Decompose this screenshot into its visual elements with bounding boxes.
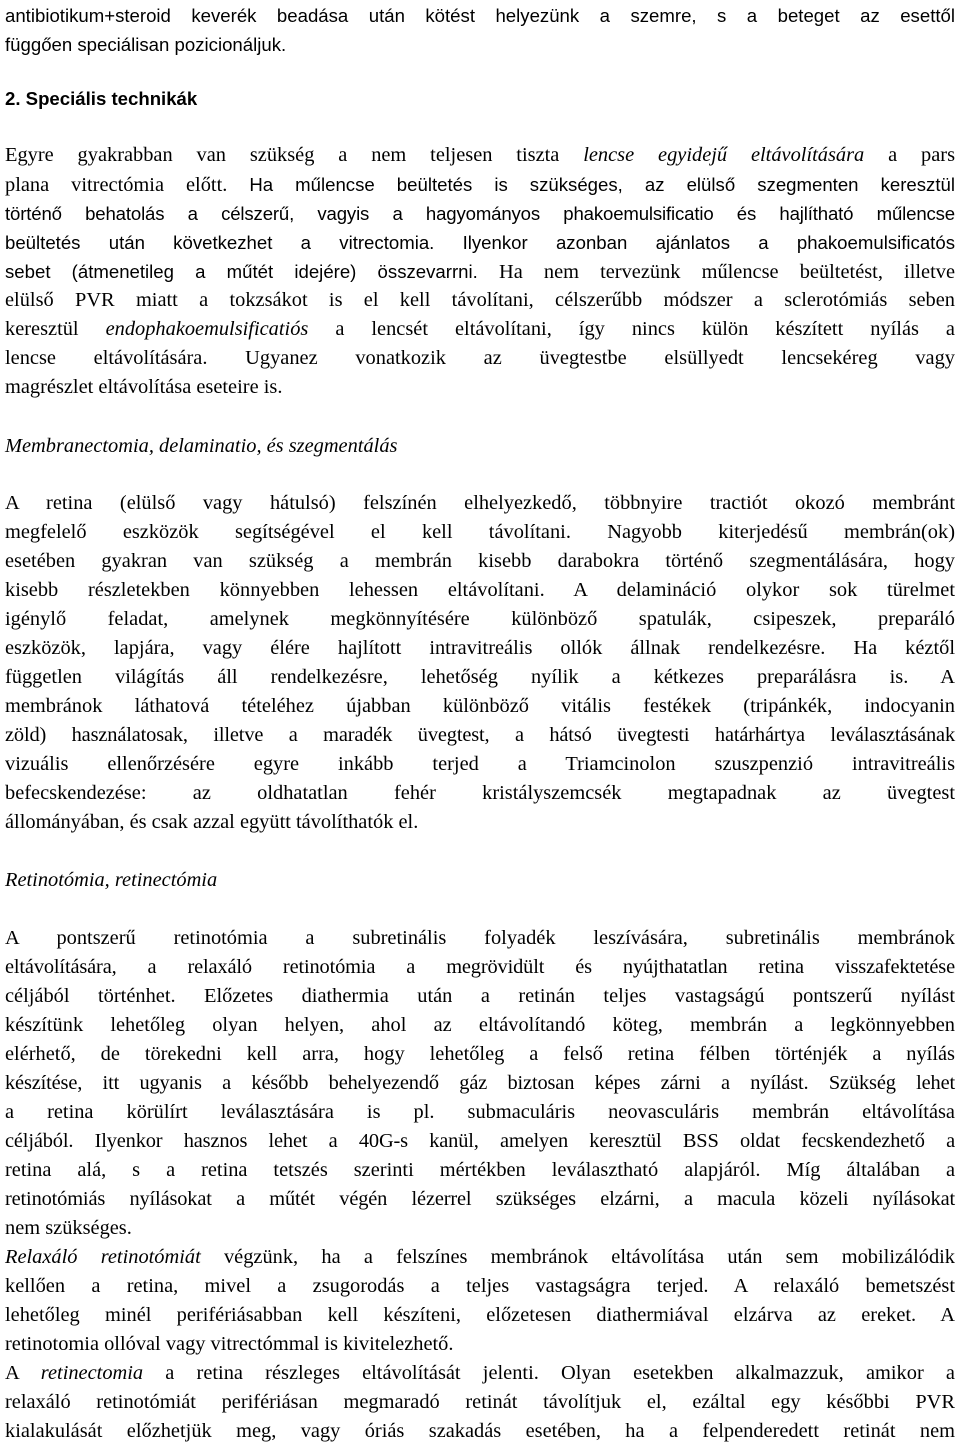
text-line: elérhető, de törekedni kell arra, hogy lehetőleg a felső retina félben történjék a nyílás [5, 1043, 955, 1065]
text-line: készítünk lehetőleg olyan helyen, ahol az eltávolítandó köteg, membrán a legkönnyebben [5, 1014, 955, 1036]
emphasis-text: retinectomia [40, 1362, 144, 1384]
text-line: nem szükséges. [5, 1217, 132, 1239]
text-line: lehetőleg minél perifériásabban kell készíteni, előzetesen diathermiával elzárva az ereket. A [5, 1304, 955, 1326]
text-line: függően speciálisan pozicionáljuk. [5, 34, 287, 55]
text-line: magrészlet eltávolítása eseteire is. [5, 376, 283, 398]
text-segment: a pars [864, 144, 956, 166]
text-line: lencse eltávolítására. Ugyanez vonatkozik az üvegtestbe elsüllyedt lencsekéreg vagy [5, 347, 955, 369]
text-segment: keresztül [5, 318, 106, 340]
section-heading [5, 432, 955, 461]
text-line: megfelelő eszközök segítségével el kell távolítani. Nagyobb kiterjedésű membrán(ok) [5, 521, 955, 543]
text-line: vizuális ellenőrzésére egyre inkább terjed a Triamcinolon szuszpenzió intravitreális [5, 753, 955, 775]
text-line [5, 1359, 955, 1388]
text-line [5, 257, 955, 286]
section-title: Membranectomia, delaminatio, és szegmentálás [5, 435, 398, 457]
section-heading [5, 866, 955, 895]
text-segment: a lencsét eltávolítani, így nincs külön készített nyílás a [308, 318, 955, 340]
text-line: elülső PVR miatt a tokzsákot is el kell távolítani, célszerűbb módszer a sclerotómiás seben [5, 289, 955, 311]
text-line: A retina (elülső vagy hátulsó) felszínén elhelyezkedő, többnyire tractiót okozó membránt [5, 492, 955, 514]
text-line: membránok láthatová tételéhez újabban különböző vitális festékek (tripánkék, indocyanin [5, 695, 955, 717]
text-line: esetében gyakran van szükség a membrán kisebb darabokra történő szegmentálására, hogy [5, 550, 955, 572]
text-line: befecskendezése: az oldhatatlan fehér kristályszemcsék megtapadnak az üvegtest [5, 782, 955, 804]
text-line: eszközök, lapjára, vagy élére hajlított intravitreális ollók állnak rendelkezésre. Ha kéztől [5, 637, 955, 659]
text-line: retinotómiás nyílásokat a műtét végén lézerrel szükséges elzárni, a macula közeli nyílásokat [5, 1188, 955, 1210]
text-line: A pontszerű retinotómia a subretinális folyadék leszívására, subretinális membránok [5, 927, 955, 949]
lens-paragraph [5, 141, 955, 402]
text-line: retina alá, s a retina tetszés szerinti mértékben leválasztható alapjáról. Míg általában a [5, 1159, 955, 1181]
text-line: beültetés után következhet a vitrectomia. Ilyenkor azonban ajánlatos a phakoemulsificatós [5, 232, 955, 253]
text-line: céljából történhet. Előzetes diathermia után a retinán teljes vastagságú pontszerű nyílást [5, 985, 955, 1007]
text-line: igénylő feladat, amelynek megkönnyítésére különböző spatulák, csipeszek, preparáló [5, 608, 955, 630]
text-line: független világítás áll rendelkezésre, lehetőség nyílik a kétkezes preparálásra is. A [5, 666, 955, 688]
text-line: történő behatolás a célszerű, vagyis a hagyományos phakoemulsificatio és hajlítható műlencse [5, 203, 955, 224]
emphasis-text: endophakoemulsificatiós [105, 318, 309, 340]
section-title: Retinotómia, retinectómia [5, 869, 218, 891]
text-segment: Ha műlencse beültetés is szükséges, az elülső szegmenten keresztül [249, 174, 955, 195]
text-line: relaxáló retinotómiát perifériásan megmaradó retinát távolítjuk el, ezáltal egy későbbi PVR [5, 1391, 955, 1413]
text-line: kellően a retina, mivel a zsugorodás a teljes vastagságra terjed. A relaxáló bemetszést [5, 1275, 955, 1297]
text-line [5, 315, 955, 344]
text-line [5, 141, 955, 170]
emphasis-text: lencse egyidejű eltávolítására [583, 144, 865, 166]
text-line [5, 170, 955, 199]
text-line: kisebb részletekben könnyebben lehessen eltávolítani. A delamináció olykor sok türelmet [5, 579, 955, 601]
text-line: antibiotikum+steroid keverék beadása után kötést helyezünk a szemre, s a beteget az esettől [5, 5, 955, 26]
text-segment: sebet (átmenetileg a műtét idejére) összevarrni. [5, 261, 499, 282]
text-segment: Egyre gyakrabban van szükség a nem teljesen tiszta [5, 144, 584, 166]
text-line: retinotomia ollóval vagy vitrectómmal is kivitelezhető. [5, 1333, 454, 1355]
text-line: kialakulását előzhetjük meg, vagy óriás szakadás esetében, ha a felpenderedett retinát nem [5, 1420, 955, 1442]
text-line: állományában, és csak azzal együtt távolíthatók el. [5, 811, 419, 833]
text-segment: a retina részleges eltávolítását jelenti. Olyan esetekben alkalmazzuk, amikor a [143, 1362, 955, 1384]
text-line: a retina körülírt leválasztására is pl. submaculáris neovasculáris membrán eltávolítása [5, 1101, 955, 1123]
text-segment: plana vitrectómia előtt. [5, 174, 250, 196]
text-line [5, 1243, 955, 1272]
text-line: zöld) használatosak, illetve a maradék üvegtest, a hátsó üvegtesti határhártya leválasztásának [5, 724, 955, 746]
membrane-paragraph [5, 489, 955, 837]
text-segment: A [5, 1362, 41, 1384]
text-segment: végzünk, ha a felszínes membránok eltávolítása után sem mobilizálódik [200, 1246, 955, 1268]
text-segment: Ha nem tervezünk műlencse beültetést, illetve [498, 261, 956, 283]
intro-paragraph [5, 1, 955, 59]
text-line: céljából. Ilyenkor hasznos lehet a 40G-s kanül, amelyen keresztül BSS oldat fecskendezhető a [5, 1130, 955, 1152]
text-line: eltávolítására, a relaxáló retinotómia a megrövidült és nyújthatatlan retina visszafektetése [5, 956, 955, 978]
section-title: 2. Speciális technikák [5, 88, 198, 109]
text-line: készítése, itt ugyanis a később behelyezendő gáz biztosan képes zárni a nyílást. Szükség lehet [5, 1072, 955, 1094]
retinotomy-paragraph [5, 924, 955, 1446]
section-heading [5, 84, 955, 113]
emphasis-text: Relaxáló retinotómiát [5, 1246, 201, 1268]
